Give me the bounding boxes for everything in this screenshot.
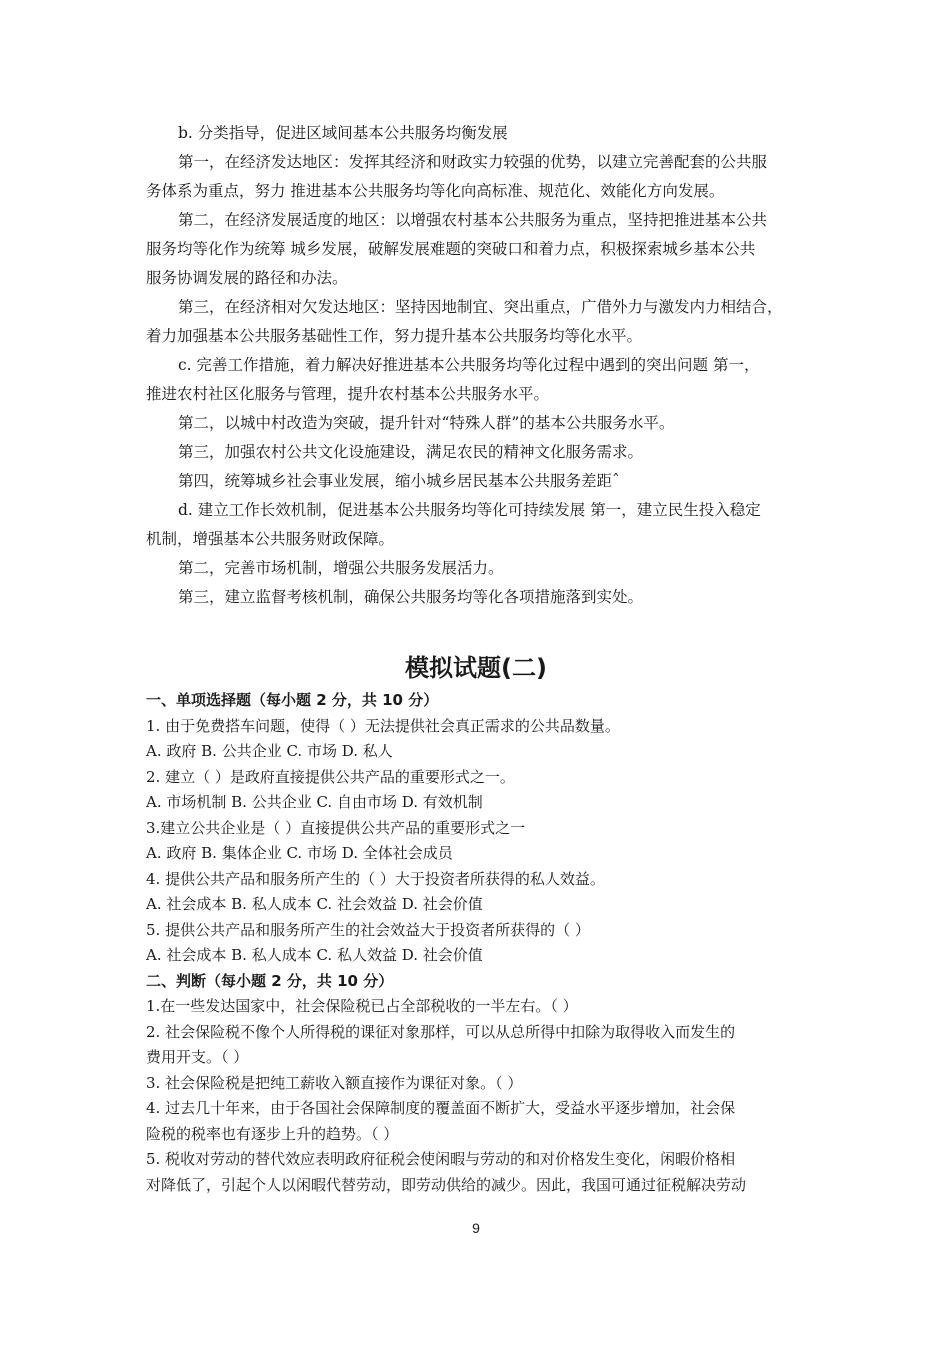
paragraph-line: 着力加强基本公共服务基础性工作，努力提升基本公共服务均等化水平。	[146, 327, 643, 345]
paragraph-line: 第一，在经济发达地区：发挥其经济和财政实力较强的优势，以建立完善配套的公共服	[178, 153, 768, 171]
question-options: A. 政府 B. 公共企业 C. 市场 D. 私人	[146, 742, 393, 760]
question-options: A. 市场机制 B. 公共企业 C. 自由市场 D. 有效机制	[146, 793, 483, 811]
paragraph-line: 第三，加强农村公共文化设施建设，满足农民的精神文化服务需求。	[178, 443, 644, 461]
question-text: 对降低了，引起个人以闲暇代替劳动，即劳动供给的减少。因此，我国可通过征税解决劳动	[146, 1175, 747, 1194]
paragraph-line: 服务均等化作为统筹 城乡发展，破解发展难题的突破口和着力点，积极探索城乡基本公共	[146, 240, 756, 258]
question-text: 2. 建立（ ）是政府直接提供公共产品的重要形式之一。	[146, 767, 515, 786]
question-text: 4. 过去几十年来，由于各国社会保障制度的覆盖面不断扩大，受益水平逐步增加，社会保	[146, 1099, 736, 1117]
service-equalization-measures	[146, 119, 812, 612]
paragraph-line: 第三，建立监督考核机制，确保公共服务均等化各项措施落到实处。	[178, 588, 644, 606]
exam-questions	[146, 688, 812, 1198]
section-b-heading: b. 分类指导，促进区域间基本公共服务均衡发展	[178, 124, 508, 142]
question-text: 4. 提供公共产品和服务所产生的（ ）大于投资者所获得的私人效益。	[146, 869, 605, 888]
question-text: 1.在一些发达国家中，社会保险税已占全部税收的一半左右。（ ）	[146, 997, 578, 1015]
section-c-heading: c. 完善工作措施，着力解决好推进基本公共服务均等化过程中遇到的突出问题 第一，	[178, 356, 760, 374]
exam-title: 模拟试题(二)	[405, 654, 547, 682]
paragraph-line: 务体系为重点，努力 推进基本公共服务均等化向高标准、规范化、效能化方向发展。	[146, 182, 725, 200]
paragraph-line: 机制，增强基本公共服务财政保障。	[146, 530, 395, 548]
judgment-heading: 二、判断（每小题 2 分，共 10 分）	[146, 971, 394, 990]
question-text: 费用开支。（ ）	[146, 1048, 249, 1066]
paragraph-line: 第二，在经济发展适度的地区：以增强农村基本公共服务为重点，坚持把推进基本公共	[178, 211, 768, 229]
paragraph-line: 第三，在经济相对欠发达地区：坚持因地制宜、突出重点，广借外力与激发内力相结合，	[178, 298, 783, 316]
question-options: A. 社会成本 B. 私人成本 C. 社会效益 D. 社会价值	[146, 895, 483, 913]
question-text: 1. 由于免费搭车问题，使得（ ）无法提供社会真正需求的公共品数量。	[146, 716, 620, 735]
paragraph-line: 服务协调发展的路径和办法。	[146, 269, 348, 287]
question-text: 2. 社会保险税不像个人所得税的课征对象那样，可以从总所得中扣除为取得收入而发生的	[146, 1022, 736, 1041]
paragraph-line: 第二，以城中村改造为突破，提升针对“特殊人群”的基本公共服务水平。	[178, 414, 675, 432]
question-options: A. 政府 B. 集体企业 C. 市场 D. 全体社会成员	[146, 844, 453, 862]
paragraph-line: 第二，完善市场机制，增强公共服务发展活力。	[178, 559, 504, 577]
page-number: 9	[472, 1220, 480, 1236]
paragraph-line: 推进农村社区化服务与管理，提升农村基本公共服务水平。	[146, 385, 550, 403]
question-text: 3.建立公共企业是（ ）直接提供公共产品的重要形式之一	[146, 818, 526, 837]
question-text: 5. 税收对劳动的替代效应表明政府征税会使闲暇与劳动的和对价格发生变化，闲暇价格相	[146, 1150, 736, 1168]
single-choice-heading: 一、单项选择题（每小题 2 分，共 10 分）	[146, 691, 439, 709]
paragraph-line: 第四，统筹城乡社会事业发展，缩小城乡居民基本公共服务差距ˆ	[178, 472, 620, 490]
section-d-heading: d. 建立工作长效机制，促进基本公共服务均等化可持续发展 第一，建立民生投入稳定	[178, 501, 761, 519]
question-text: 5. 提供公共产品和服务所产生的社会效益大于投资者所获得的（ ）	[146, 920, 590, 939]
question-text: 险税的税率也有逐步上升的趋势。（ ）	[146, 1124, 399, 1143]
question-text: 3. 社会保险税是把纯工薪收入额直接作为课征对象。（ ）	[146, 1073, 523, 1092]
question-options: A. 社会成本 B. 私人成本 C. 私人效益 D. 社会价值	[146, 946, 483, 964]
